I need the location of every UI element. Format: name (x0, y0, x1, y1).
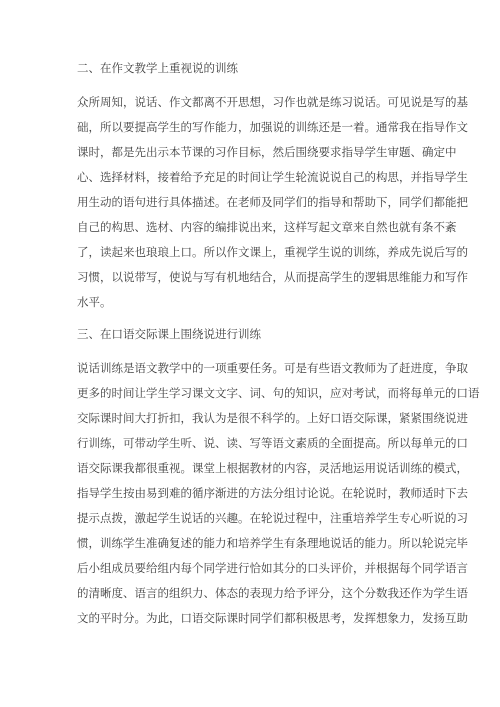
section-3-line: 的清晰度、语言的组织力、体态的表现力给予评分，这个分数我还作为学生语 (77, 586, 468, 600)
section-3-line: 语交际课我都很重视。课堂上根据教材的内容，灵活地运用说话训练的模式， (77, 461, 468, 475)
section-2-line: 课时，都是先出示本节课的习作目标，然后围绕要求指导学生审题、确定中 (77, 145, 457, 159)
section-2-line: 水平。 (77, 295, 112, 309)
section-3-line: 后小组成员要给组内每个同学进行恰如其分的口头评价，并根据每个同学语言 (77, 561, 468, 575)
section-3-line: 指导学生按由易到难的循序渐进的方法分组讨论说。在轮说时，教师适时下去 (77, 486, 468, 500)
section-heading-2: 二、在作文教学上重视说的训练 (77, 61, 238, 75)
section-3-line: 更多的时间让学生学习课文文字、词、句的知识，应对考试，而将每单元的口语 (77, 386, 480, 400)
section-3-line: 交际课时间大打折扣，我认为是很不科学的。上好口语交际课，紧紧围绕说进 (77, 411, 468, 425)
section-2-line: 习惯，以说带写，使说与写有机地结合，从而提高学生的逻辑思维能力和写作 (77, 270, 468, 284)
section-2-line: 心、选择材料，接着给予充足的时间让学生轮流说说自己的构思，并指导学生 (77, 170, 468, 184)
section-3-line: 行训练，可带动学生听、说、读、写等语文素质的全面提高。所以每单元的口 (77, 436, 468, 450)
section-2-line: 自己的构思、选材、内容的编排说出来，这样写起文章来自然也就有条不紊 (77, 220, 457, 234)
section-2-line: 础，所以要提高学生的写作能力，加强说的训练还是一着。通常我在指导作文 (77, 120, 468, 134)
section-2-line: 众所周知，说话、作文都离不开思想，习作也就是练习说话。可见说是写的基 (77, 95, 468, 109)
section-3-line: 文的平时分。为此，口语交际课时同学们都积极思考，发挥想象力，发扬互助 (77, 611, 468, 625)
section-3-line: 惯，训练学生准确复述的能力和培养学生有条理地说话的能力。所以轮说完毕 (77, 536, 468, 550)
section-3-line: 说话训练是语文教学中的一项重要任务。可是有些语文教师为了赶进度，争取 (77, 361, 468, 375)
section-3-line: 提示点拨，激起学生说话的兴趣。在轮说过程中，注重培养学生专心听说的习 (77, 511, 468, 525)
section-heading-3: 三、在口语交际课上围绕说进行训练 (77, 327, 261, 341)
section-2-line: 了，读起来也琅琅上口。所以作文课上，重视学生说的训练，养成先说后写的 (77, 245, 468, 259)
section-2-line: 用生动的语句进行具体描述。在老师及同学们的指导和帮助下，同学们都能把 (77, 195, 468, 209)
